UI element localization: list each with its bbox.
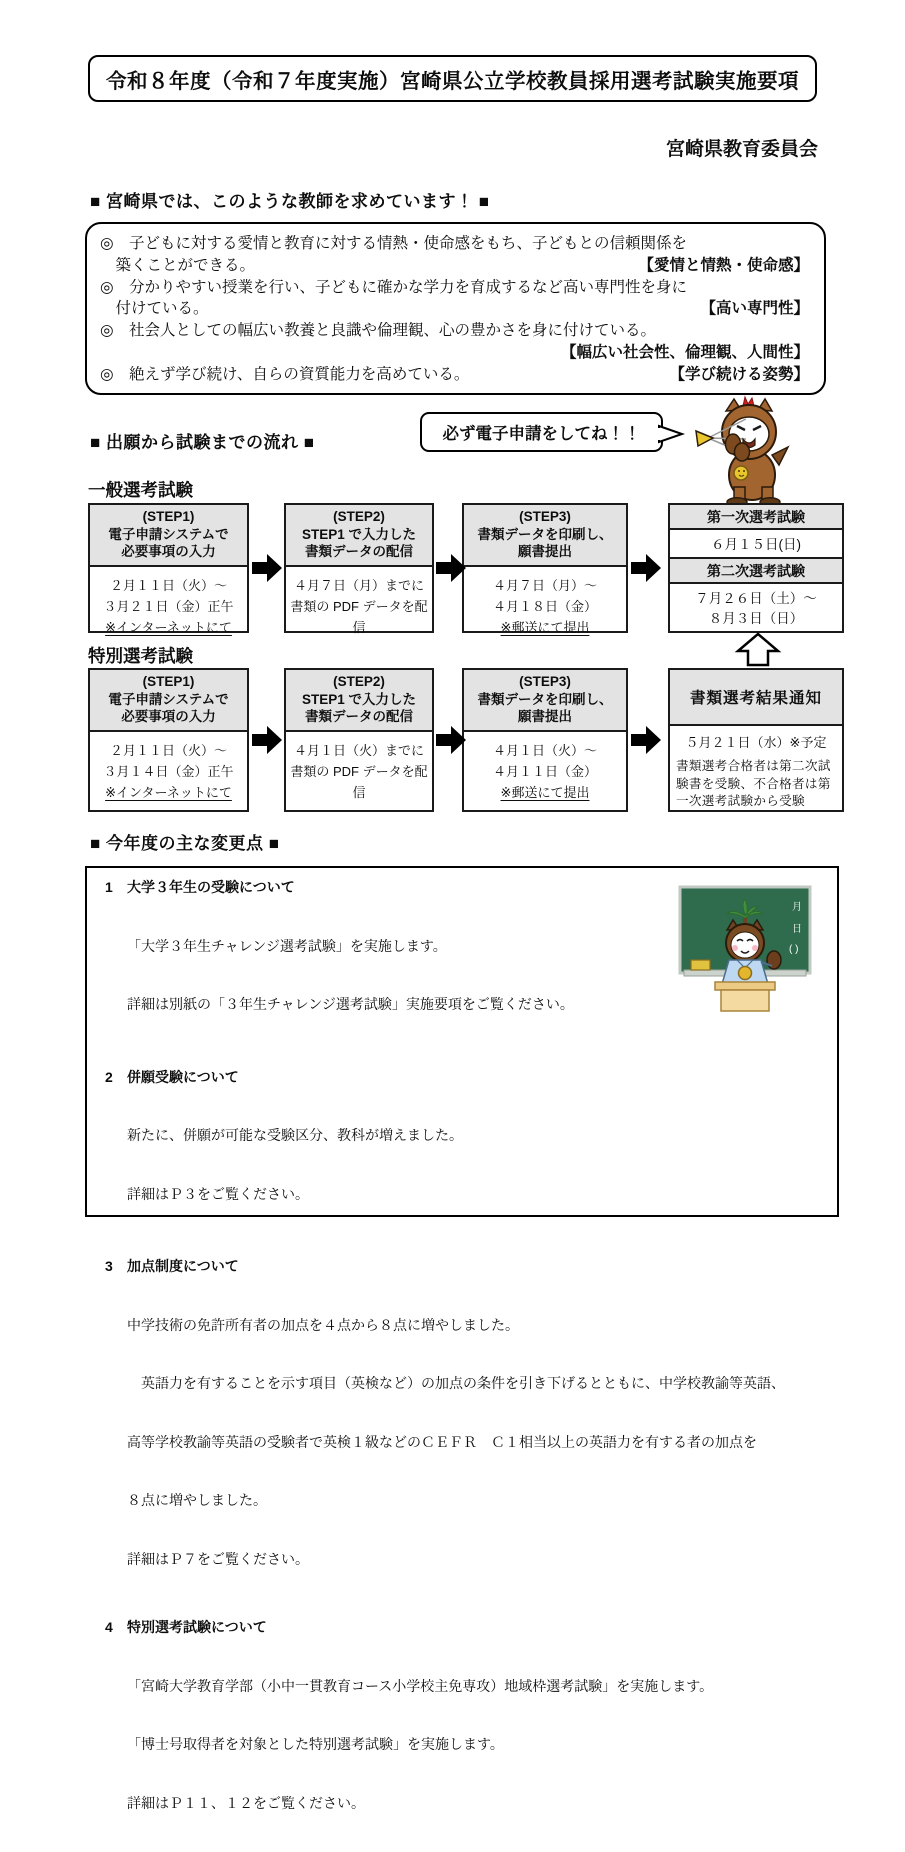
- step-title: 願書提出: [518, 544, 572, 559]
- change-line: 英語力を有することを示す項目（英検など）の加点の条件を引き下げるとともに、中学校教諭等英語、: [127, 1375, 785, 1391]
- step-note: ※郵送にて提出: [500, 619, 590, 635]
- general-step2-body: ４月７日（月）までに 書類の PDF データを配信: [290, 577, 428, 635]
- special-step2-header: [286, 670, 432, 732]
- step-title: STEP1 で入力した: [301, 691, 417, 707]
- change-line: 詳細は別紙の「３年生チャレンジ選考試験」実施要項をご覧ください。: [127, 996, 574, 1012]
- quality-text: ◎ 分かりやすい授業を行い、子どもに確かな学力を育成するなど高い専門性を身に: [100, 278, 688, 296]
- step-title: 電子申請システムで: [108, 526, 229, 542]
- board-text-month: 月: [792, 902, 802, 913]
- general-step2-header: [286, 505, 432, 567]
- step-tag: (STEP3): [519, 509, 571, 524]
- quality-line: [100, 364, 809, 386]
- change-item: [101, 1618, 821, 1852]
- quality-label: 【幅広い社会性、倫理観、人間性】: [560, 343, 809, 361]
- change-item: [101, 1068, 821, 1244]
- heading-application-flow: ■ 出願から試験までの流れ ■: [90, 433, 315, 452]
- mascot-archer-bow-icon: [696, 397, 794, 507]
- quality-text: ◎ 絶えず学び続け、自らの資質能力を高めている。: [100, 365, 470, 383]
- organization-name: 宮崎県教育委員会: [665, 139, 818, 160]
- step-tag: (STEP1): [142, 674, 195, 689]
- step-note: ※郵送にて提出: [500, 784, 590, 800]
- step-note: ※インターネットにて: [105, 619, 232, 635]
- first-exam-header: 第一次選考試験: [670, 505, 842, 530]
- change-number: 3: [105, 1258, 113, 1274]
- document-title-box: [88, 55, 817, 102]
- general-exam-schedule-box: [668, 503, 844, 633]
- right-arrow-icon: [252, 552, 282, 584]
- quality-line: [100, 320, 809, 342]
- heading-wanted-teachers: ■ 宮崎県では、このような教師を求めています！ ■: [90, 192, 490, 211]
- quality-text: 付けている。: [100, 300, 209, 318]
- change-line: 詳細はＰ３をご覧ください。: [127, 1185, 309, 1202]
- step-title: 書類データの配信: [305, 709, 413, 724]
- board-text-paren: ( ): [789, 944, 799, 955]
- step-title: 願書提出: [518, 709, 572, 724]
- step-title: 書類データの配信: [305, 544, 413, 559]
- second-exam-dates: ７月２６日（土）～ ８月３日（日）: [695, 591, 817, 626]
- screening-result-header: 書類選考結果通知: [670, 670, 842, 726]
- change-line: 新たに、併願が可能な受験区分、教科が増えました。: [127, 1127, 463, 1143]
- special-step3-box: [462, 668, 628, 812]
- quality-label: 【高い専門性】: [700, 300, 809, 318]
- heading-main-changes: ■ 今年度の主な変更点 ■: [90, 834, 280, 853]
- step-title: 電子申請システムで: [108, 691, 229, 707]
- quality-label: 【学び続ける姿勢】: [669, 365, 809, 383]
- mascot-teacher-chalkboard-icon: [679, 886, 811, 1012]
- up-arrow-icon: [735, 633, 781, 667]
- change-title: 加点制度について: [127, 1258, 239, 1274]
- special-step1-box: [88, 668, 249, 812]
- change-line: 高等学校教諭等英語の受験者で英検１級などのＣＥＦＲ Ｃ１相当以上の英語力を有する者の加点を: [127, 1433, 757, 1450]
- right-arrow-icon: [436, 724, 466, 756]
- document-title: 令和８年度（令和７年度実施）宮崎県公立学校教員採用選考試験実施要項: [106, 69, 799, 93]
- change-title: 大学３年生の受験について: [127, 879, 295, 895]
- general-step3-body: ４月７日（月）～ ４月１８日（金） ※郵送にて提出: [464, 567, 626, 638]
- special-step2-body: ４月１日（火）までに 書類の PDF データを配信: [290, 742, 428, 800]
- step-title: STEP1 で入力した: [301, 526, 417, 542]
- special-step1-body: ２月１１日（火）～ ３月１４日（金）正午 ※インターネットにて: [90, 732, 247, 803]
- screening-result-note: 書類選考合格者は第二次試験書を受験、不合格者は第一次選考試験から受験: [676, 759, 831, 808]
- general-step2-box: [284, 503, 434, 633]
- change-item: [101, 1257, 821, 1608]
- speech-bubble-tail-icon: [658, 423, 684, 445]
- general-step3-header: [464, 505, 626, 567]
- general-step1-body: ２月１１日（火）～ ３月２１日（金）正午 ※インターネットにて: [90, 567, 247, 638]
- quality-line: [100, 277, 809, 299]
- right-arrow-icon: [631, 552, 661, 584]
- right-arrow-icon: [436, 552, 466, 584]
- step-title: 必要事項の入力: [121, 709, 216, 724]
- special-step3-body: ４月１日（火）～ ４月１１日（金） ※郵送にて提出: [464, 732, 626, 803]
- quality-line: [100, 233, 809, 255]
- speech-bubble: [420, 412, 663, 452]
- change-line: 「宮崎大学教育学部（小中一貫教育コース小学校主免専攻）地域枠選考試験」を実施します。: [127, 1677, 714, 1694]
- board-text-day: 日: [792, 924, 802, 935]
- quality-line: [100, 298, 809, 320]
- step-tag: (STEP2): [333, 509, 385, 524]
- quality-text: 築くことができる。: [100, 256, 256, 274]
- step-tag: (STEP2): [333, 674, 385, 689]
- step-title: 必要事項の入力: [121, 544, 216, 559]
- second-exam-header: 第二次選考試験: [670, 559, 842, 584]
- change-line: 「大学３年生チャレンジ選考試験」を実施します。: [127, 937, 447, 954]
- general-step1-box: [88, 503, 249, 633]
- quality-line: [100, 255, 809, 277]
- quality-label: 【愛情と情熱・使命感】: [638, 256, 809, 274]
- right-arrow-icon: [252, 724, 282, 756]
- change-line: ８点に増やしました。: [127, 1492, 267, 1508]
- qualities-box: [85, 222, 826, 395]
- screening-result-date: ５月２１日（水）※予定: [685, 735, 827, 750]
- speech-bubble-text: 必ず電子申請をしてね！！: [442, 425, 641, 443]
- change-number: 1: [105, 879, 113, 895]
- change-line: 「博士号取得者を対象とした特別選考試験」を実施します。: [127, 1736, 504, 1752]
- general-flow-label: 一般選考試験: [88, 480, 193, 500]
- general-step1-header: [90, 505, 247, 567]
- step-tag: (STEP3): [519, 674, 571, 689]
- first-exam-date: ６月１５日(日): [670, 530, 842, 559]
- step-tag: (STEP1): [142, 509, 195, 524]
- right-arrow-icon: [631, 724, 661, 756]
- special-step2-box: [284, 668, 434, 812]
- quality-text: ◎ 子どもに対する愛情と教育に対する情熱・使命感をもち、子どもとの信頼関係を: [100, 235, 688, 252]
- special-step1-header: [90, 670, 247, 732]
- special-step3-header: [464, 670, 626, 732]
- quality-line: [100, 342, 809, 364]
- step-title: 書類データを印刷し、: [477, 691, 613, 707]
- change-number: 4: [105, 1619, 113, 1635]
- step-note: ※インターネットにて: [105, 784, 232, 800]
- special-flow-label: 特別選考試験: [88, 646, 193, 666]
- change-number: 2: [105, 1068, 113, 1085]
- document-screening-result-box: [668, 668, 844, 812]
- change-title: 特別選考試験について: [127, 1619, 267, 1635]
- step-title: 書類データを印刷し、: [477, 526, 613, 542]
- change-title: 併願受験について: [127, 1068, 239, 1085]
- quality-text: ◎ 社会人としての幅広い教養と良識や倫理観、心の豊かさを身に付けている。: [100, 322, 657, 340]
- change-line: 詳細はＰ１１、１２をご覧ください。: [127, 1794, 365, 1811]
- change-line: 詳細はＰ７をご覧ください。: [127, 1550, 309, 1567]
- general-step3-box: [462, 503, 628, 633]
- change-line: 中学技術の免許所有者の加点を４点から８点に増やしました。: [127, 1316, 519, 1333]
